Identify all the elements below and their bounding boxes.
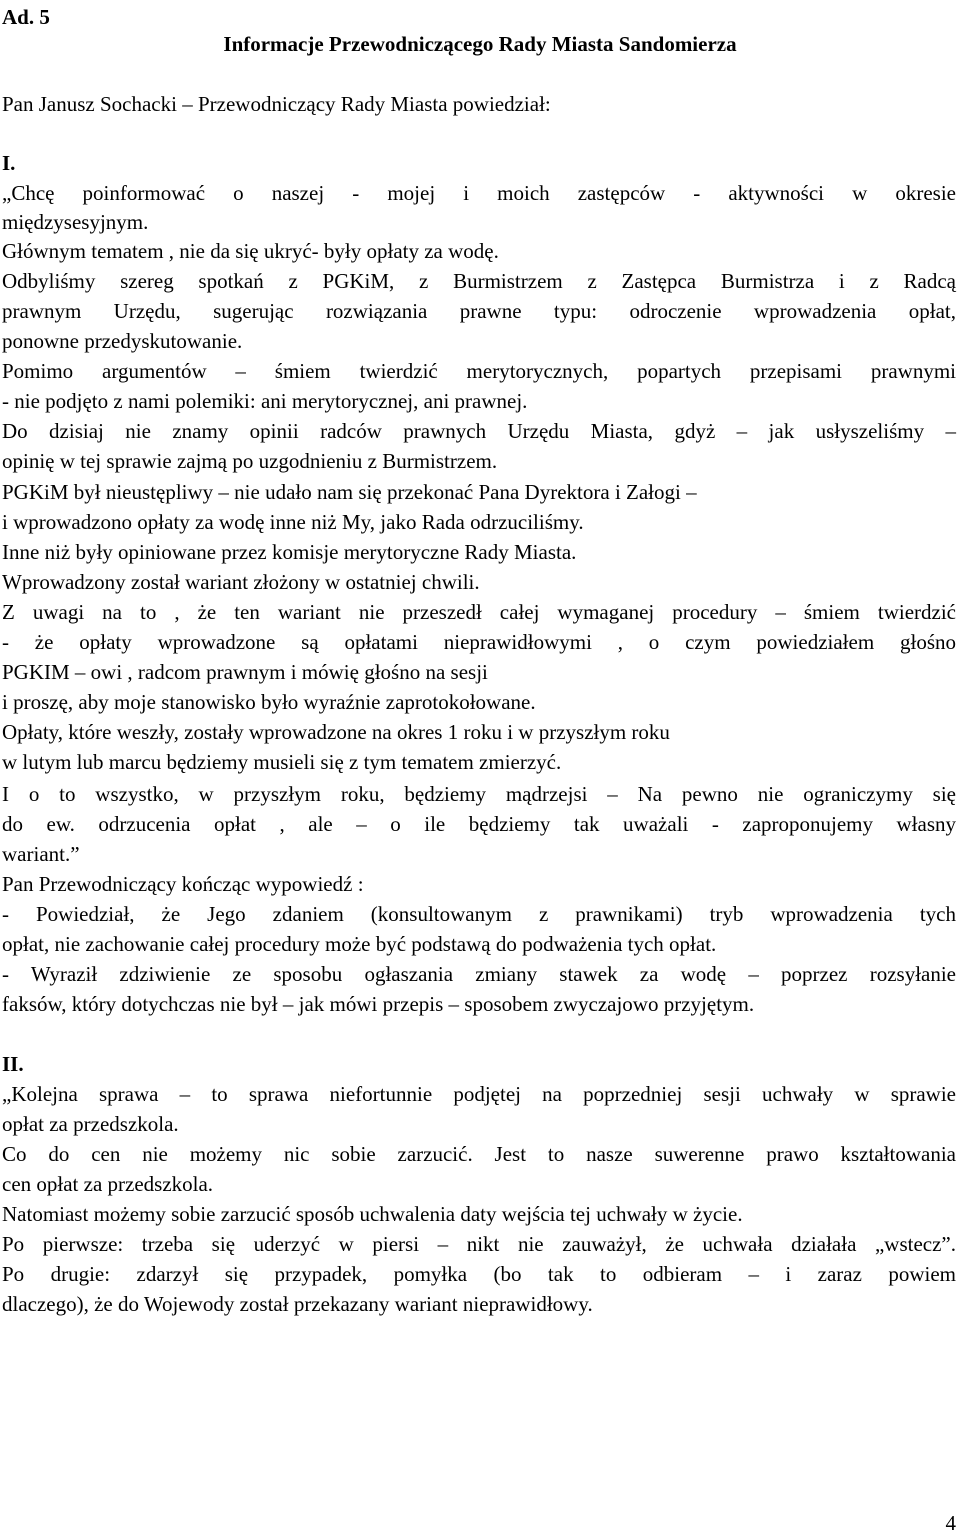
paragraph-line: Inne niż były opiniowane przez komisje merytoryczne Rady Miasta. [2, 540, 577, 564]
paragraph-line: i proszę, aby moje stanowisko było wyraźnie zaprotokołowane. [2, 690, 536, 714]
paragraph-line: i wprowadzono opłaty za wodę inne niż My, jako Rada odrzuciliśmy. [2, 510, 584, 534]
paragraph-line: Co do cen nie możemy nic sobie zarzucić. Jest to nasze suwerenne prawo kształtowania [2, 1142, 956, 1166]
paragraph-line: Głównym tematem , nie da się ukryć- były opłaty za wodę. [2, 239, 499, 263]
page-number: 4 [945, 1511, 956, 1535]
paragraph-line: Pomimo argumentów – śmiem twierdzić merytorycznych, popartych przepisami prawnymi [2, 359, 956, 383]
paragraph-line: - Wyraził zdziwienie ze sposobu ogłaszania zmiany stawek za wodę – poprzez rozsyłanie [2, 962, 956, 986]
paragraph-line: „Kolejna sprawa – to sprawa niefortunnie podjętej na poprzedniej sesji uchwały w sprawie [2, 1082, 956, 1106]
paragraph-line: Do dzisiaj nie znamy opinii radców prawnych Urzędu Miasta, gdyż – jak usłyszeliśmy – [2, 419, 956, 443]
paragraph-line: prawnym Urzędu, sugerując rozwiązania prawne typu: odroczenie wprowadzenia opłat, [2, 299, 956, 323]
paragraph-line: wariant.” [2, 842, 80, 866]
paragraph-line: opłat za przedszkola. [2, 1112, 179, 1136]
paragraph-line: - Powiedział, że Jego zdaniem (konsultowanym z prawnikami) tryb wprowadzenia tych [2, 902, 956, 926]
paragraph-line: dlaczego), że do Wojewody został przekazany wariant nieprawidłowy. [2, 1292, 593, 1316]
paragraph-line: Z uwagi na to , że ten wariant nie przeszedł całej wymaganej procedury – śmiem twierdzić [2, 600, 956, 624]
paragraph-line: faksów, który dotychczas nie był – jak mówi przepis – sposobem zwyczajowo przyjętym. [2, 992, 755, 1016]
paragraph-line: Pan Przewodniczący kończąc wypowiedź : [2, 872, 364, 896]
paragraph-line: PGKiM był nieustępliwy – nie udało nam się przekonać Pana Dyrektora i Załogi – [2, 480, 697, 504]
paragraph-line: cen opłat za przedszkola. [2, 1172, 214, 1196]
paragraph-line: Odbyliśmy szereg spotkań z PGKiM, z Burmistrzem z Zastępca Burmistrza i z Radcą [2, 269, 956, 293]
paragraph-line: Wprowadzony został wariant złożony w ostatniej chwili. [2, 570, 480, 594]
intro-line: Pan Janusz Sochacki – Przewodniczący Rady Miasta powiedział: [2, 92, 551, 116]
paragraph-line: I o to wszystko, w przyszłym roku, będziemy mądrzejsi – Na pewno nie ograniczymy się [2, 782, 956, 806]
paragraph-line: PGKIM – owi , radcom prawnym i mówię głośno na sesji [2, 660, 488, 684]
paragraph-line: „Chcę poinformować o naszej - mojej i moich zastępców - aktywności w okresie [2, 181, 956, 205]
paragraph-line: - że opłaty wprowadzone są opłatami nieprawidłowymi , o czym powiedziałem głośno [2, 630, 956, 654]
paragraph-line: opłat, nie zachowanie całej procedury może być podstawą do podważenia tych opłat. [2, 932, 717, 956]
paragraph-line: - nie podjęto z nami polemiki: ani merytorycznej, ani prawnej. [2, 389, 528, 413]
section-1-label: I. [2, 151, 16, 175]
paragraph-line: Opłaty, które weszły, zostały wprowadzone na okres 1 roku i w przyszłym roku [2, 720, 670, 744]
paragraph-line: Po drugie: zdarzył się przypadek, pomyłka (bo tak to odbieram – i zaraz powiem [2, 1262, 956, 1286]
section-2-label: II. [2, 1052, 24, 1076]
paragraph-line: międzysesyjnym. [2, 210, 149, 234]
document-title: Informacje Przewodniczącego Rady Miasta Sandomierza [223, 32, 737, 56]
paragraph-line: w lutym lub marcu będziemy musieli się z tym tematem zmierzyć. [2, 750, 562, 774]
paragraph-line: ponowne przedyskutowanie. [2, 329, 243, 353]
paragraph-line: Natomiast możemy sobie zarzucić sposób uchwalenia daty wejścia tej uchwały w życie. [2, 1202, 743, 1226]
item-number: Ad. 5 [2, 5, 50, 29]
paragraph-line: Po pierwsze: trzeba się uderzyć w piersi – nikt nie zauważył, że uchwała działała „wstecz”. [2, 1232, 956, 1256]
paragraph-line: opinię w tej sprawie zajmą po uzgodnieniu z Burmistrzem. [2, 449, 498, 473]
paragraph-line: do ew. odrzucenia opłat , ale – o ile będziemy tak uważali - zaproponujemy własny [2, 812, 956, 836]
